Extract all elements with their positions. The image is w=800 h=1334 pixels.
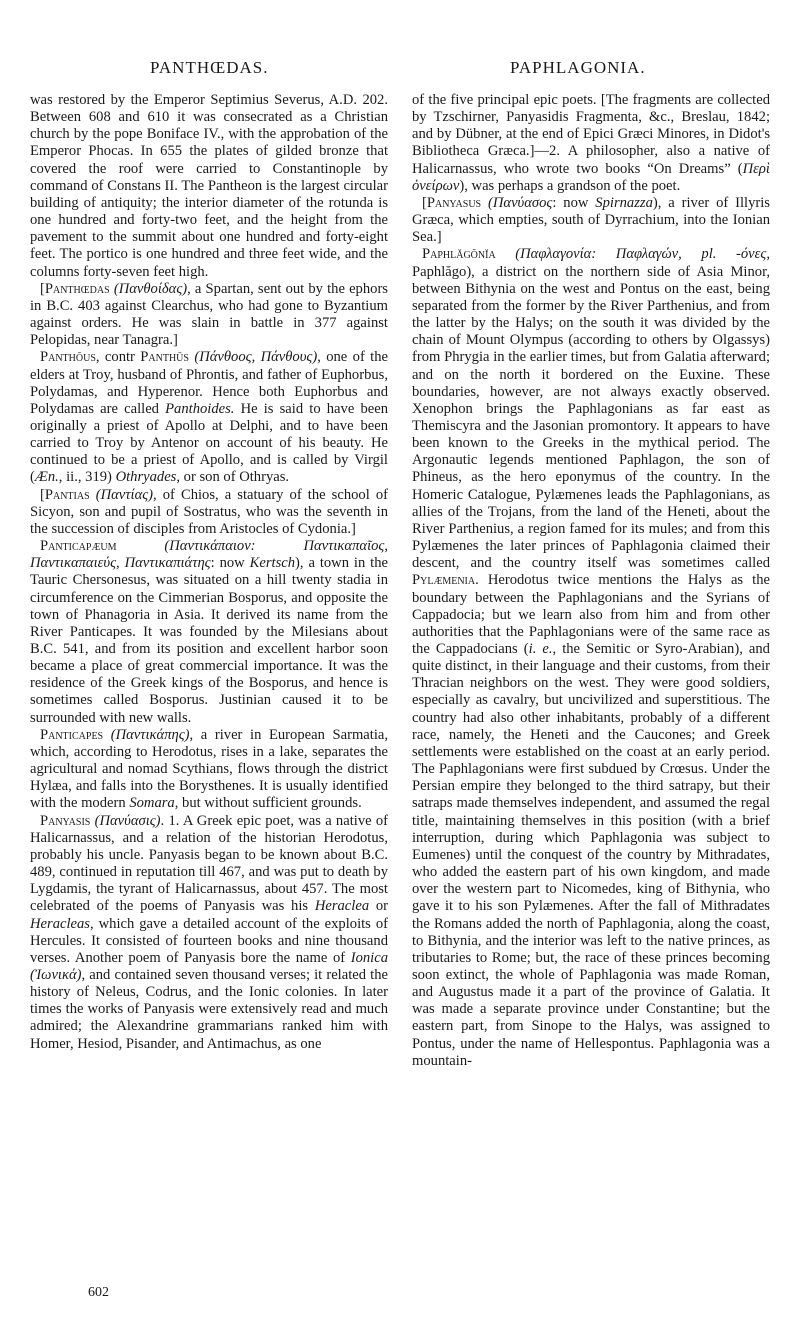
greek-form: (Παντικάπης)	[110, 726, 190, 743]
headword: Pantias	[44, 486, 90, 503]
greek-form: (Πανθοίδας)	[113, 280, 188, 297]
headword: Panticapæum	[40, 538, 117, 555]
page-number: 602	[88, 1285, 109, 1300]
entry-panthous: Panthŏus, contr Panthūs (Πάνθοος, Πάνθους), one of the elders at Troy, husband of Phrontis, and father of Euphorbus, Polydamas, and Hyperenor. Hence both Euphorbus and Polydamas are called Panthoides. He is said to have been originally a priest of Apollo at Delphi, and to have been carried to Troy by Antenor on account of his beauty. He continued to be a priest of Apollo, and is called by Virgil (Æn., ii., 319) Othryades, or son of Othryas.	[30, 349, 389, 486]
entry-pantias: [Pantias (Παντίας), of Chios, a statuary of the school of Sicyon, son and pupil of Sostratus, who was the seventh in the succession of disciples from Aristocles of Cydonia.]	[30, 486, 388, 537]
greek-form: (Πανύασις)	[94, 812, 161, 829]
entry-panticapes: Panticapes (Παντικάπης), a river in European Sarmatia, which, according to Herodotus, rises in a lake, separates the agricultural and nomad Scythians, flows through the district Hylæa, and falls into the Borysthenes. It is usually identified with the modern Somara, but without sufficient grounds.	[30, 726, 389, 812]
headword-alt: Panthūs	[140, 349, 189, 366]
continued-entry-pantheon: was restored by the Emperor Septimius Severus, A.D. 202. Between 608 and 610 it was consecrated as a Christian church by the pope Boniface IV., with the approbation of the Emperor Phocas. In 655 the plates of gilded bronze that covered the roof were carried to Constantinople by command of Constans II. The Pantheon is the largest circular building of antiquity; the interior diameter of the rotunda is one hundred and forty-two feet, and the height from the pavement to the summit about one hundred and forty-eight feet. The portico is one hundred and three feet wide, and the columns forty-seven feet high.	[30, 92, 388, 280]
running-header	[30, 58, 772, 82]
entry-panticapaeum: Panticapæum (Παντικάπαιον: Παντικαπαῖος, Παντικαπαιεύς, Παντικαπιάτης: now Kertsch), a town in the Tauric Chersonesus, was situated on a hill twenty stadia in circumference on the Cimmerian Bosporus, and opposite the town of Phanagoria in Asia. It derived its name from the River Panticapes. It was founded by the Milesians about B.C. 541, and from its position and excellent harbor soon became a place of great commercial importance. It was the residence of the Greek kings of the Bosporus, and hence is sometimes called Bosporus. Justinian caused it to be surrounded with new walls.	[30, 538, 389, 726]
greek-form: (Παντίας)	[95, 486, 154, 503]
entry-panyasus: [Panyasus (Πανύασος: now Spirnazza), a river of Illyris Græca, which empties, south of Dyrrachium, into the Ionian Sea.]	[412, 194, 770, 246]
greek-form: (Πανύασος	[488, 194, 553, 211]
headword-alt: Pylæmenia	[412, 572, 476, 589]
greek-form: (Παντικάπαιον: Παντικαπαῖος, Παντικαπαιεύς, Παντικαπιάτης	[30, 538, 388, 572]
header-right-title: PAPHLAGONIA.	[510, 58, 646, 77]
headword: Panthŏus	[40, 349, 96, 366]
headword: Panticapes	[40, 726, 104, 743]
text-columns	[30, 92, 772, 1282]
entry-panyasis: Panyasis (Πανύασις). 1. A Greek epic poet, was a native of Halicarnassus, and a relation of the historian Herodotus, probably his uncle. Panyasis began to be known about B.C. 489, continued in reputation till 467, and was put to death by Lygdamis, the tyrant of Halicarnassus, about 457. The most celebrated of the poems of Panyasis was his Heraclea or Heracleas, which gave a detailed account of the exploits of Hercules. It consisted of fourteen books and nine thousand verses. Another poem of Panyasis bore the name of Ionica (Ἰωνικά), and contained seven thousand verses; it related the history of Neleus, Codrus, and the Ionic colonies. In later times the works of Panyasis were extensively read and much admired; the Alexandrine grammarians ranked him with Homer, Hesiod, Pisander, and Antimachus, as one	[30, 812, 389, 1052]
right-column	[412, 92, 770, 1070]
greek-form: (Παφλαγονία: Παφλαγών, pl. -όνες	[515, 246, 767, 263]
continued-entry-panyasis: of the five principal epic poets. [The fragments are collected by Tzschirner, Panyasidis Fragmenta, &c., Breslau, 1842; and by Dübner, at the end of Epici Græci Minores, in Didot's Bibliotheca Græca.]—2. A philosopher, also a native of Halicarnassus, who wrote two books “On Dreams” (Περὶ ὀνείρων), was perhaps a grandson of the poet.	[412, 92, 770, 194]
headword: Panthœdas	[44, 280, 110, 297]
left-column	[30, 92, 388, 1053]
greek-form: (Πάνθοος, Πάνθους)	[194, 349, 318, 366]
header-left-title: PANTHŒDAS.	[150, 58, 269, 77]
entry-panthoedas: [Panthœdas (Πανθοίδας), a Spartan, sent out by the ephors in B.C. 403 against Clearchus, who had gone to Byzantium against orders. He was slain in battle in 377 against Pelopidas, near Tanagra.]	[30, 280, 388, 349]
entry-paphlagonia: Paphlăgŏnĭa (Παφλαγονία: Παφλαγών, pl. -όνες, Paphlăgo), a district on the northern side of Asia Minor, between Bithynia on the west and Pontus on the east, being separated from the former by the River Parthenius, and from the latter by the Halys; on the south it was divided by the chain of Mount Olympus (according to others by Olgassys) from Phrygia in the earlier times, but from Galatia afterward; and on the north it bordered on the Euxine. These boundaries, however, are not always exactly observed. Xenophon brings the Paphlagonians as far east as Themiscyra and the Jasonian promontory. It appears to have been known to the Greeks in the mythical period. The Argonautic legends mentioned Paphlagon, the son of Phineus, as the hero eponymus of the country. In the Homeric Catalogue, Pylæmenes leads the Paphlagonians, as allies of the Trojans, from the land of the Heneti, about the River Parthenius, a region famed for its mules; and from this Pylæmenes the later princes of Paphlagonia claimed their descent, and the country itself was sometimes called Pylæmenia. Herodotus twice mentions the Halys as the boundary between the Paphlagonians and the Syrians of Cappadocia; but we learn also from him and from other authorities that the Paphlagonians were of the same race as the Cappadocians (i. e., the Semitic or Syro-Arabian), and quite distinct, in their language and their customs, from their Thracian neighbors on the west. They were good soldiers, especially as cavalry, but uncivilized and superstitious. The country had also other inhabitants, probably of a different race, namely, the Heneti and the Caucones; and Greek settlements were established on the coast at an early period. The Paphlagonians were first subdued by Crœsus. Under the Persian empire they belonged to the third satrapy, but their satraps made themselves independent, and assumed the regal title, maintaining themselves in this position (with a brief interruption, during which Paphlagonia was subject to Eumenes) until the conquest of the country by Mithradates, who added the eastern part of his own kingdom, and made over the western part to Nicomedes, king of Bithynia, who gave it to his son Pylæmenes. After the fall of Mithradates the Romans added the north of Paphlagonia, along the coast, to Bithynia, and the interior was left to the native princes, as tributaries to Rome; but, the race of these princes becoming soon extinct, the whole of Paphlagonia was made Roman, and Augustus made it a part of the province of Galatia. It was made a separate province under Constantine; but the eastern part, from Sinope to the Halys, was assigned to Pontus, under the name of Hellespontus. Paphlagonia was a mountain-	[412, 246, 770, 1069]
headword: Paphlăgŏnĭa	[422, 246, 496, 263]
headword: Panyasis	[40, 812, 91, 829]
headword: Panyasus	[426, 194, 482, 211]
